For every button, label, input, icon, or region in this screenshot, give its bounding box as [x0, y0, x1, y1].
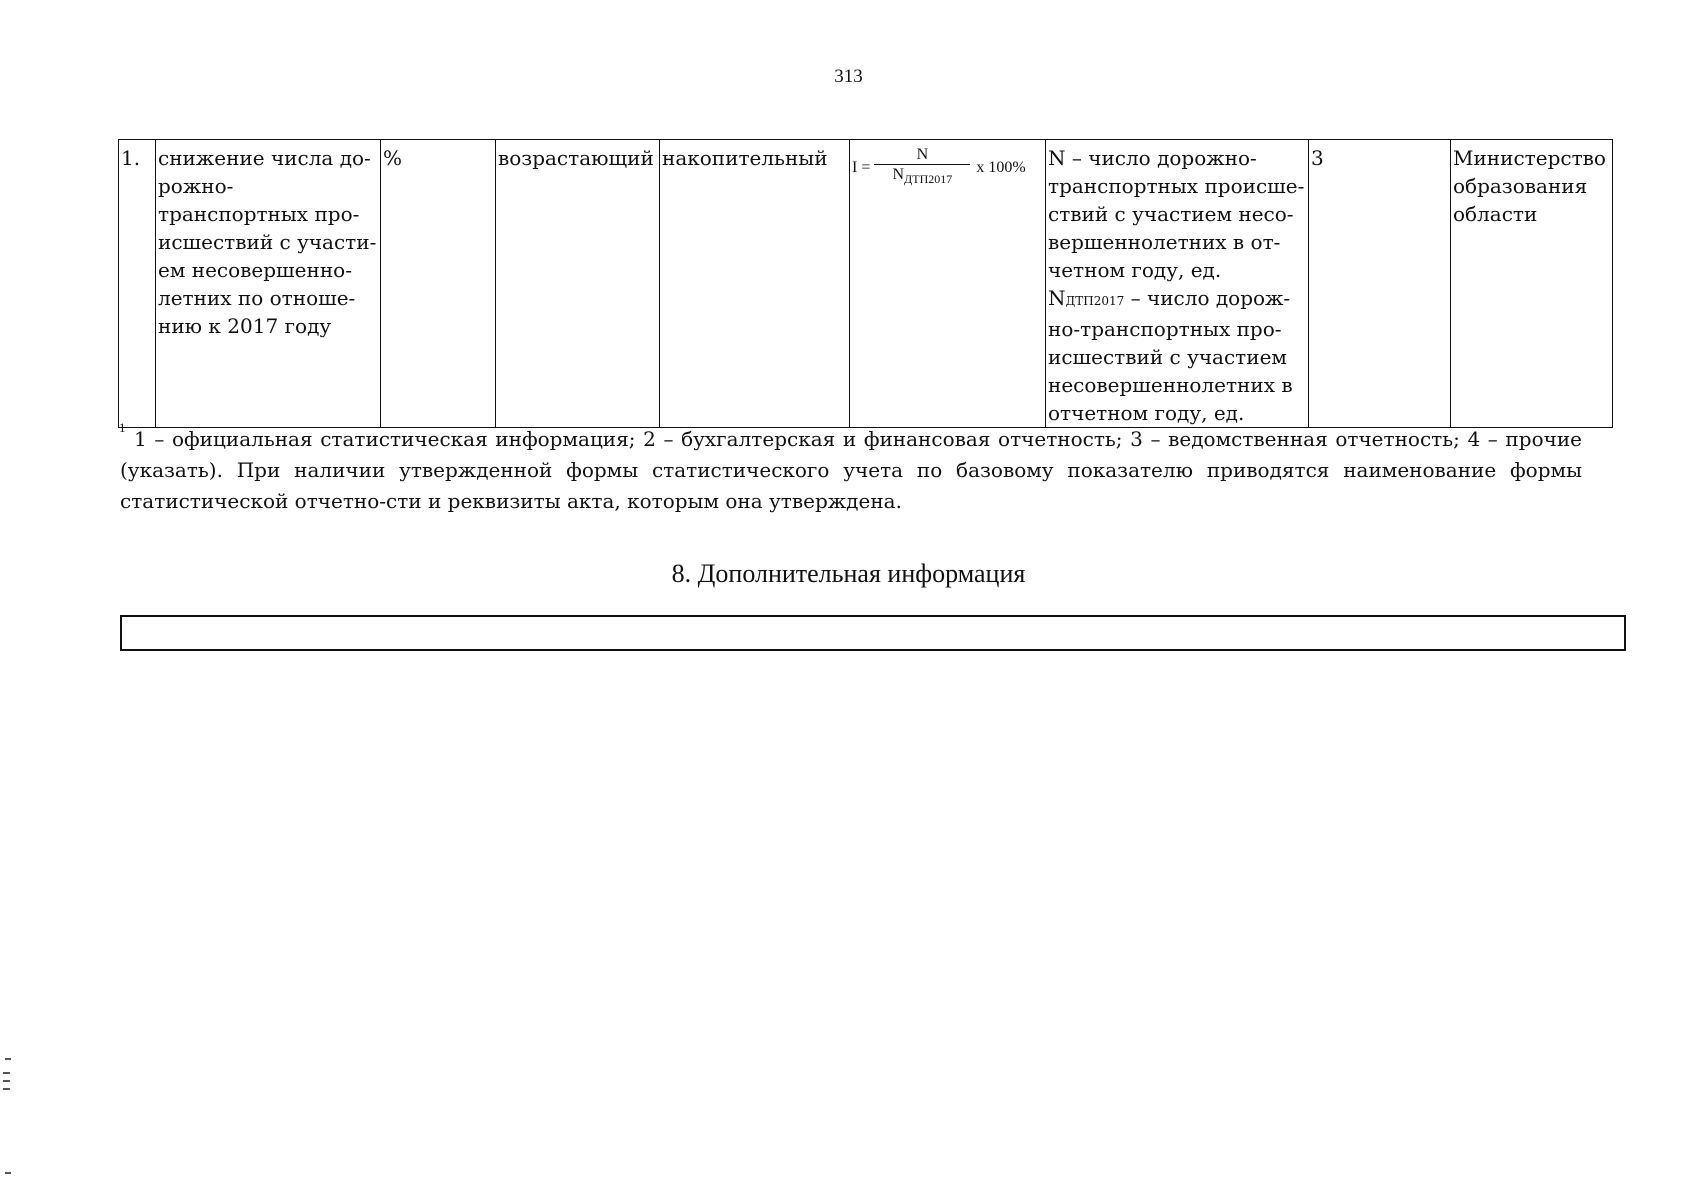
formula-numerator: N — [874, 146, 970, 165]
dynamics: возрастающий — [498, 146, 654, 170]
formula-cell — [850, 140, 1046, 428]
scan-artifact — [5, 1172, 11, 1174]
indicator-table — [118, 139, 1613, 428]
section-title: 8. Дополнительная информация — [671, 559, 1026, 588]
formula-denominator — [892, 165, 952, 189]
unit: % — [383, 146, 403, 170]
row-number-cell — [119, 140, 156, 428]
description-cell — [1046, 140, 1309, 428]
indicator-name-cell — [156, 140, 381, 428]
row-number: 1. — [121, 146, 141, 170]
scan-artifact — [5, 1058, 11, 1060]
dynamics-cell — [496, 140, 660, 428]
responsible-cell — [1451, 140, 1613, 428]
responsible: Министерство образования области — [1453, 146, 1606, 226]
source-code: 3 — [1311, 146, 1324, 170]
description-2-rest: – число дорож-но-транспортных про-исшествий с участием несовершеннолетних в отчетном году, ед. — [1048, 286, 1293, 425]
formula-fraction — [874, 146, 970, 189]
additional-info-box — [120, 615, 1626, 651]
indicator-name: снижение числа до-рожно-транспортных про-исшествий с участи-ем несовершенно-летних по отноше-нию к 2017 году — [158, 146, 377, 338]
footnote-text: 1 – официальная статистическая информация; 2 – бухгалтерская и финансовая отчетность; 3 – ведомственная отчетность; 4 – прочие (указать). При наличии утвержденной формы статистического учета по базовому показателю приводятся наименование формы статистической отчетно-сти и реквизиты акта, которым она утверждена. — [120, 427, 1582, 513]
footnote-mark: 1 — [119, 420, 126, 435]
description-2 — [1048, 284, 1306, 427]
scan-artifact — [3, 1088, 10, 1090]
formula-multiplier: x 100% — [976, 158, 1026, 176]
formula-denominator-base: N — [892, 166, 905, 183]
description-2-sub: ДТП2017 — [1065, 294, 1125, 308]
source-cell — [1309, 140, 1451, 428]
scan-artifact — [3, 1080, 10, 1082]
indicator-type: накопительный — [662, 146, 828, 170]
description-1: N – число дорожно-транспортных происше-ствий с участием несо-вершеннолетних в от-четном году, ед. — [1048, 146, 1305, 282]
formula-lhs: I = — [852, 158, 871, 176]
indicator-type-cell — [660, 140, 850, 428]
description-2-base: N — [1048, 286, 1066, 310]
formula — [852, 146, 1043, 189]
scan-artifact — [3, 1072, 10, 1074]
page-number: 313 — [834, 66, 863, 87]
unit-cell — [381, 140, 496, 428]
table-row — [119, 140, 1613, 428]
formula-denominator-sub: ДТП2017 — [904, 172, 953, 187]
